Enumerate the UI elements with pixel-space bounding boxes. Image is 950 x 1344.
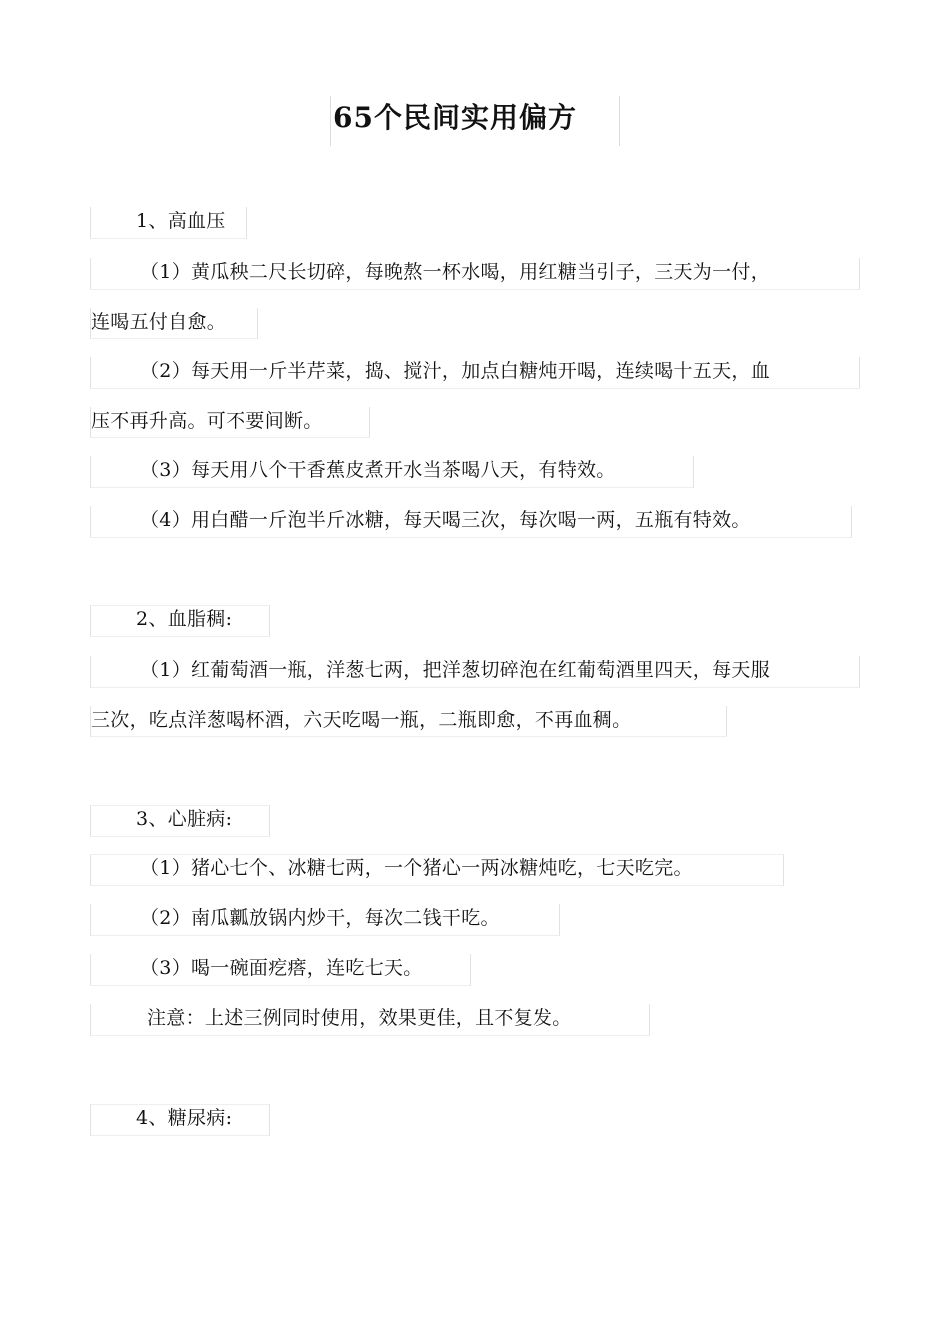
remedy-note: 注意：上述三例同时使用，效果更佳，且不复发。 — [147, 1007, 572, 1029]
remedy-line: （1）猪心七个、冰糖七两，一个猪心一两冰糖炖吃，七天吃完。 — [140, 857, 693, 879]
remedy-line: （3）喝一碗面疙瘩，连吃七天。 — [140, 957, 423, 979]
section-heading-hypertension: 1、高血压 — [136, 210, 226, 232]
remedy-line: 压不再升高。可不要间断。 — [91, 410, 323, 432]
section-heading-blood-lipids: 2、血脂稠: — [136, 608, 233, 630]
document-title: 65个民间实用偏方 — [330, 96, 620, 146]
section-heading-heart-disease: 3、心脏病: — [136, 808, 233, 830]
section-heading-diabetes: 4、糖尿病: — [136, 1107, 233, 1129]
remedy-line: （2）每天用一斤半芹菜，捣、搅汁，加点白糖炖开喝，连续喝十五天，血 — [140, 360, 770, 382]
remedy-line: （3）每天用八个干香蕉皮煮开水当茶喝八天，有特效。 — [140, 459, 616, 481]
remedy-line: （2）南瓜瓤放锅内炒干，每次二钱干吃。 — [140, 907, 500, 929]
remedy-line: 连喝五付自愈。 — [91, 311, 227, 333]
remedy-line: （4）用白醋一斤泡半斤冰糖，每天喝三次，每次喝一两，五瓶有特效。 — [140, 509, 751, 531]
remedy-line: （1）红葡萄酒一瓶，洋葱七两，把洋葱切碎泡在红葡萄酒里四天，每天服 — [140, 659, 770, 681]
remedy-line: （1）黄瓜秧二尺长切碎，每晚熬一杯水喝，用红糖当引子，三天为一付， — [140, 261, 770, 283]
remedy-line: 三次，吃点洋葱喝杯酒，六天吃喝一瓶，二瓶即愈，不再血稠。 — [91, 709, 632, 731]
